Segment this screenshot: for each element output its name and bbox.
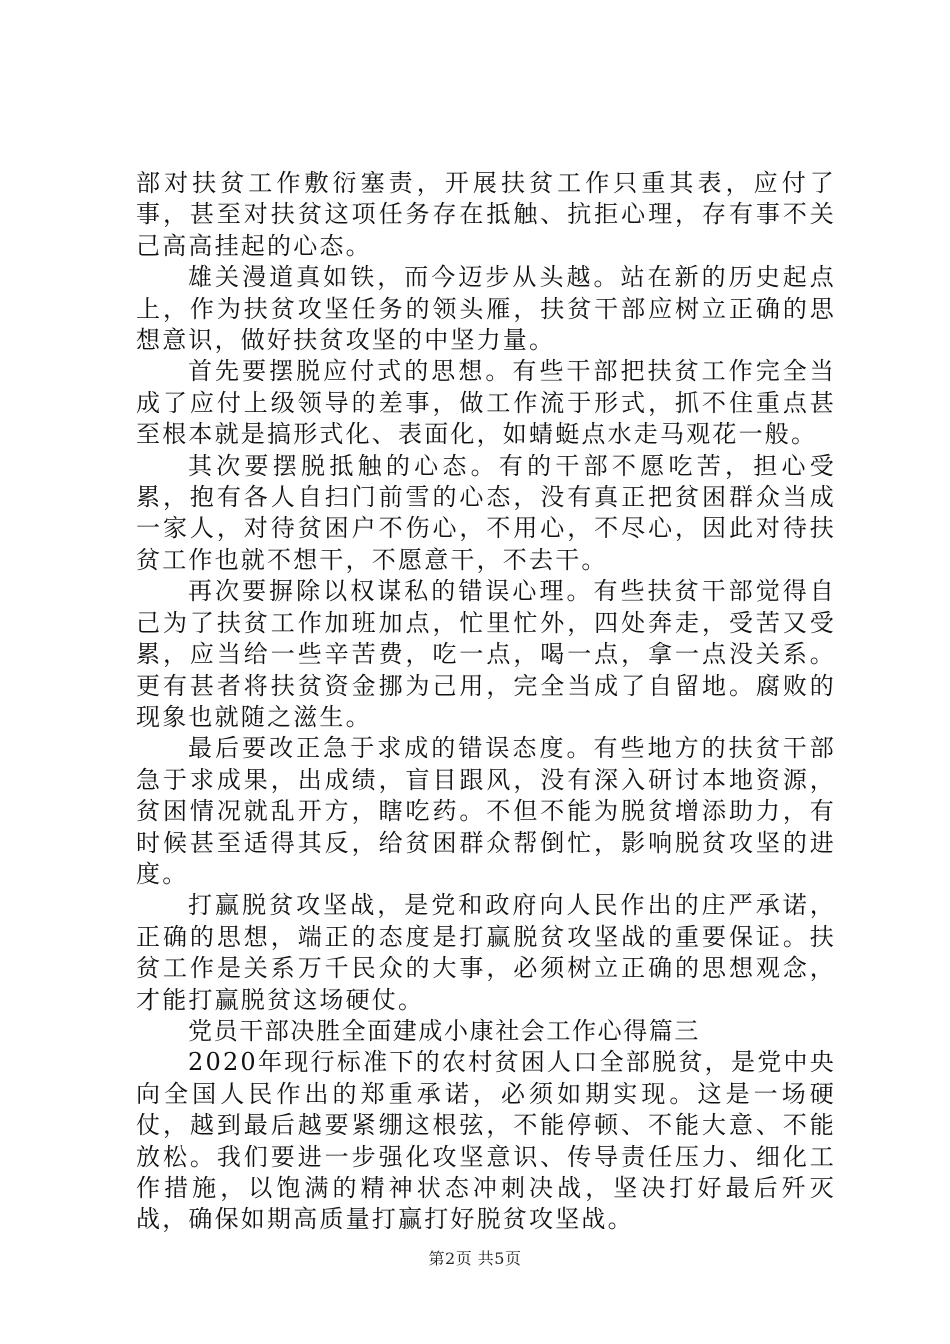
paragraph: 再次要摒除以权谋私的错误心理。有些扶贫干部觉得自己为了扶贫工作加班加点，忙里忙外，四处奔走，受苦又受累，应当给一些辛苦费，吃一点，喝一点，拿一点没关系。更有甚者将扶贫资金挪为己用，完全当成了自留地。腐败的现象也就随之滋生。	[136, 577, 836, 731]
paragraph: 雄关漫道真如铁，而今迈步从头越。站在新的历史起点上，作为扶贫攻坚任务的领头雁，扶贫干部应树立正确的思想意识，做好扶贫攻坚的中坚力量。	[136, 263, 836, 355]
paragraph: 其次要摆脱抵触的心态。有的干部不愿吃苦，担心受累，抱有各人自扫门前雪的心态，没有真正把贫困群众当成一家人，对待贫困户不伤心，不用心，不尽心，因此对待扶贫工作也就不想干，不愿意干，不去干。	[136, 451, 836, 574]
paragraph: 2020年现行标准下的农村贫困人口全部脱贫，是党中央向全国人民作出的郑重承诺，必须如期实现。这是一场硬仗，越到最后越要紧绷这根弦，不能停顿、不能大意、不能放松。我们要进一步强化攻坚意识、传导责任压力、细化工作措施，以饱满的精神状态冲刺决战，坚决打好最后歼灭战，确保如期高质量打赢打好脱贫攻坚战。	[136, 1048, 836, 1234]
paragraph: 最后要改正急于求成的错误态度。有些地方的扶贫干部急于求成果，出成绩，盲目跟风，没有深入研讨本地资源，贫困情况就乱开方，瞎吃药。不但不能为脱贫增添助力，有时候甚至适得其反，给贫困群众帮倒忙，影响脱贫攻坚的进度。	[136, 734, 836, 888]
paragraph: 打赢脱贫攻坚战，是党和政府向人民作出的庄严承诺，正确的思想，端正的态度是打赢脱贫攻坚战的重要保证。扶贫工作是关系万千民众的大事，必须树立正确的思想观念，才能打赢脱贫这场硬仗。	[136, 891, 836, 1014]
paragraph: 首先要摆脱应付式的思想。有些干部把扶贫工作完全当成了应付上级领导的差事，做工作流于形式，抓不住重点甚至根本就是搞形式化、表面化，如蜻蜓点水走马观花一般。	[136, 357, 836, 449]
paragraph-continuation: 部对扶贫工作敷衍塞责，开展扶贫工作只重其表，应付了事，甚至对扶贫这项任务存在抵触、抗拒心理，存有事不关己高高挂起的心态。	[136, 169, 836, 260]
document-body	[136, 168, 836, 1236]
page-footer: 第2页 共5页	[428, 1249, 522, 1268]
section-heading: 党员干部决胜全面建成小康社会工作心得篇三	[188, 1016, 700, 1045]
